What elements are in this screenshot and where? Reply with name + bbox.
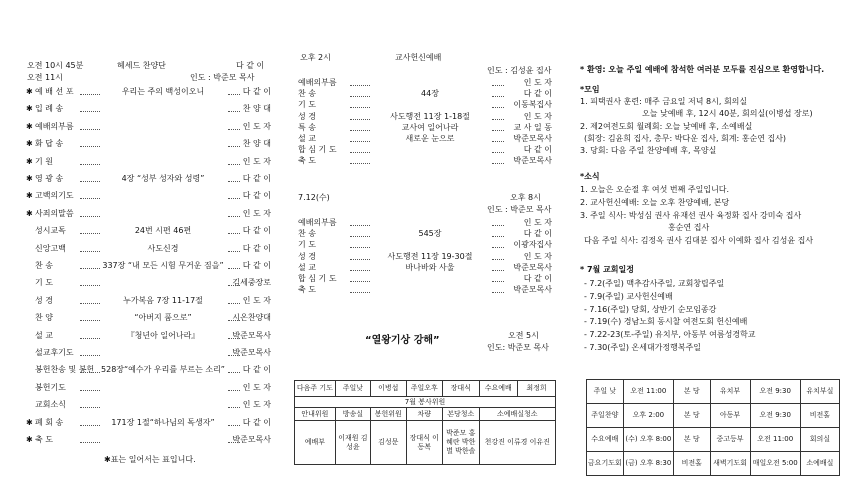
wed-time: 오후 8시 — [510, 193, 541, 202]
order-role: 인 도 자 — [523, 78, 552, 87]
schedule-item: - 7.30(주일) 온세대가정행복주일 — [584, 343, 702, 352]
welcome-text: * 환영: 오늘 주일 예배에 참석한 여러분 모두를 진심으로 환영합니다. — [580, 65, 825, 74]
dot-leader — [350, 85, 370, 86]
order-content: 44장 — [421, 89, 439, 99]
order-label: 화 답 송 — [35, 139, 64, 149]
dot-leader — [80, 425, 100, 426]
dot-leader — [80, 94, 100, 95]
order-label: 성 경 — [298, 251, 316, 261]
news-next-meal: 다음 주일 식사: 김정옥 권사 김대분 집사 이예화 집사 김성윤 집사 — [584, 236, 814, 245]
dot-leader — [492, 225, 504, 226]
order-label: 성 경 — [35, 295, 53, 305]
dot-leader — [228, 216, 240, 217]
dawn-title: “열왕기상 강해” — [365, 335, 440, 346]
schedule-item: - 7.2(주일) 맥추감사주일, 교회창립주일 — [584, 279, 725, 288]
order-label: 성시교독 — [35, 226, 66, 236]
dot-leader — [80, 216, 100, 217]
order-role: 다 같 이 — [523, 89, 552, 99]
dot-leader — [80, 129, 100, 130]
table-cell: 새벽기도회 — [710, 452, 750, 476]
order-label: 찬 송 — [298, 89, 316, 99]
order-content: 누가복음 7장 11-17절 — [123, 295, 203, 305]
dot-leader — [350, 236, 370, 237]
order-label: 예배의부름 — [298, 218, 337, 227]
pm-title: 교사헌신예배 — [395, 53, 442, 62]
dot-leader — [228, 442, 240, 443]
table-cell: 본 당 — [674, 428, 710, 452]
order-role: 박준모목사 — [513, 134, 552, 143]
dot-leader — [492, 270, 504, 271]
order-label: 찬 양 — [35, 313, 53, 323]
dot-leader — [350, 107, 370, 108]
order-label: 설 교 — [35, 330, 53, 340]
order-content: 545장 — [418, 229, 442, 239]
table-cell: 수요예배 — [587, 428, 624, 452]
meeting-1: 1. 피택권사 훈련: 매주 금요일 저녁 8시, 회의실 — [580, 97, 748, 106]
meeting-2: 2. 제2여전도회 월례회: 오늘 낮예배 후, 소예배실 — [580, 122, 753, 131]
order-label: 고백의기도 — [35, 191, 74, 201]
table-cell: 금요기도회 — [587, 452, 624, 476]
dot-leader — [492, 163, 504, 164]
star-mark: ✱ — [26, 174, 33, 183]
order-label: 기 도 — [298, 240, 316, 250]
dot-leader — [228, 425, 240, 426]
order-role: 인 도 자 — [242, 121, 271, 131]
table-row: 안내위원 방송실 봉헌위원 차량 본당청소 소예배실청소 — [295, 408, 556, 421]
order-label: 설 교 — [298, 134, 316, 143]
table-cell: (수) 오후 8:00 — [623, 428, 673, 452]
dot-leader — [492, 96, 504, 97]
dot-leader — [80, 181, 100, 182]
order-role: 김세중장로 — [232, 278, 271, 288]
order-label: 예배의부름 — [35, 121, 74, 131]
order-content: 새로운 눈으로 — [405, 134, 455, 143]
order-content: “아버지 품으로” — [134, 313, 192, 323]
order-role: 다 같 이 — [523, 145, 552, 155]
dot-leader — [80, 372, 100, 373]
order-label: 사죄의말씀 — [35, 208, 74, 218]
dot-leader — [228, 181, 240, 182]
star-mark: ✱ — [26, 191, 33, 201]
order-content: 24번 시편 46편 — [134, 226, 192, 236]
order-content: 『청년아 일어나라』 — [126, 330, 200, 340]
dot-leader — [80, 233, 100, 234]
table-cell: 아동부 — [710, 404, 750, 428]
dot-leader — [492, 236, 504, 237]
table-row — [587, 452, 840, 476]
table-row — [587, 380, 840, 404]
meeting-heading: *모임 — [580, 85, 600, 94]
table-cell: 회의실 — [800, 428, 839, 452]
dot-leader — [80, 198, 100, 199]
dot-leader — [350, 292, 370, 293]
dot-leader — [228, 233, 240, 234]
dot-leader — [350, 225, 370, 226]
order-content: 528장“예수가 우리를 부르는 소리” — [101, 365, 225, 375]
table-cell: 오후 2:00 — [623, 404, 673, 428]
dot-leader — [350, 281, 370, 282]
dot-leader — [350, 247, 370, 248]
dot-leader — [350, 270, 370, 271]
star-mark: ✱ — [26, 156, 33, 166]
table-cell: 오전 11:00 — [750, 428, 800, 452]
table-cell: 매일오전 5:00 — [750, 452, 800, 476]
praise-team: 헤세드 찬양단 — [117, 61, 166, 70]
dot-leader — [492, 152, 504, 153]
dot-leader — [228, 390, 240, 391]
order-role: 다 같 이 — [242, 87, 271, 96]
order-role: 다 같 이 — [242, 174, 271, 183]
table-cell: (금) 오후 8:30 — [623, 452, 673, 476]
schedule-item: - 7.9(주일) 교사헌신예배 — [584, 291, 673, 301]
star-mark: ✱ — [26, 121, 33, 131]
dawn-leader: 인도: 박준모 목사 — [487, 343, 549, 352]
dot-leader — [350, 130, 370, 131]
order-label: 설 교 — [298, 262, 316, 272]
dot-leader — [228, 285, 240, 286]
schedule-item: - 7.19(수) 경남노회 동시찰 여전도회 헌신예배 — [584, 317, 748, 327]
dot-leader — [228, 338, 240, 339]
dot-leader — [228, 320, 240, 321]
dot-leader — [492, 247, 504, 248]
dot-leader — [228, 198, 240, 199]
star-mark: ✱ — [26, 139, 33, 149]
order-content: 사도행전 11장 1-18절 — [390, 111, 470, 121]
schedule-item: - 7.22-23(토-주일) 유치부, 아동부 여름성경학교 — [584, 330, 756, 340]
table-row: 다음주 기도 주일낮 이병섭 주일오후 장대식 수요예배 최정희 — [295, 381, 556, 397]
order-role: 다 같 이 — [242, 417, 271, 427]
dot-leader — [80, 111, 100, 112]
schedule-item: - 7.16(주일) 당회, 상반기 순모임종강 — [584, 304, 717, 314]
volunteer-table — [294, 380, 556, 465]
order-label: 신앙고백 — [35, 243, 66, 253]
order-content: 4장 “성부 성자와 성령” — [121, 174, 205, 183]
wed-leader: 인도 : 박준모 목사 — [487, 205, 552, 214]
order-role: 찬 양 대 — [242, 104, 271, 114]
order-role: 인 도 자 — [242, 208, 271, 218]
order-label: 축 도 — [298, 156, 316, 166]
table-row: 7월 봉사위원 — [295, 397, 556, 408]
order-role: 이광자집사 — [513, 240, 552, 250]
order-role: 시온찬양대 — [232, 313, 271, 323]
dawn-time: 오전 5시 — [508, 331, 539, 340]
order-label: 예배의부름 — [298, 78, 337, 87]
order-label: 기 원 — [35, 156, 53, 166]
order-role: 박준모목사 — [232, 348, 271, 357]
news-1: 1. 오늘은 오순절 후 여섯 번째 주일입니다. — [580, 185, 730, 194]
order-role: 인 도 자 — [523, 251, 552, 261]
order-role: 이동복집사 — [513, 100, 552, 110]
dot-leader — [80, 164, 100, 165]
dot-leader — [228, 372, 240, 373]
news-3: 3. 주일 식사: 박성심 권사 유재선 권사 육정화 집사 강미숙 집사 — [580, 211, 802, 220]
order-content: 171장 1절“하나님의 독생자” — [111, 417, 215, 427]
order-content: 사도신경 — [147, 243, 179, 253]
order-label: 기 도 — [298, 100, 316, 110]
table-cell: 오전 11:00 — [623, 380, 673, 404]
order-role: 인 도 자 — [242, 295, 271, 305]
order-role: 다 같 이 — [242, 261, 271, 270]
table-cell: 비전홀 — [800, 404, 839, 428]
order-label: 예 배 선 포 — [35, 87, 74, 96]
dot-leader — [350, 152, 370, 153]
dot-leader — [492, 259, 504, 260]
order-role: 찬 양 대 — [242, 139, 271, 149]
order-role: 인 도 자 — [523, 111, 552, 121]
standing-footnote: ✱표는 일어서는 표입니다. — [104, 455, 196, 464]
dot-leader — [492, 130, 504, 131]
table-cell: 유치부실 — [800, 380, 839, 404]
order-role: 박준모목사 — [513, 285, 552, 295]
schedule-heading: * 7월 교회일정 — [580, 265, 634, 274]
service-times-table — [586, 379, 840, 476]
dot-leader — [228, 407, 240, 408]
dot-leader — [80, 285, 100, 286]
dot-leader — [350, 259, 370, 260]
order-content: 우리는 주의 백성이오니 — [121, 87, 205, 96]
dot-leader — [80, 303, 100, 304]
table-cell: 오전 9:30 — [750, 380, 800, 404]
star-mark: ✱ — [26, 435, 33, 444]
table-cell: 소예배실 — [800, 452, 839, 476]
order-label: 교회소식 — [35, 400, 66, 410]
praise-time: 오전 10시 45분 — [27, 61, 84, 70]
order-content: 교사여 일어나라 — [401, 122, 459, 132]
dot-leader — [228, 355, 240, 356]
dot-leader — [80, 251, 100, 252]
order-label: 찬 송 — [35, 261, 53, 270]
order-label: 축 도 — [35, 435, 53, 444]
table-cell: 주일찬양 — [587, 404, 624, 428]
table-cell: 본 당 — [674, 404, 710, 428]
dot-leader — [350, 96, 370, 97]
news-2: 2. 교사헌신예배: 오늘 오후 찬양예배, 본당 — [580, 198, 730, 207]
dot-leader — [228, 146, 240, 147]
order-role: 다 같 이 — [523, 274, 552, 283]
worship-leader: 인도 : 박준모 목사 — [190, 73, 255, 82]
order-content: 337장 “내 모든 시험 무거운 짐을” — [102, 261, 224, 270]
order-content: 바나바와 사울 — [405, 262, 455, 272]
table-row — [587, 428, 840, 452]
dot-leader — [350, 141, 370, 142]
dot-leader — [80, 390, 100, 391]
order-role: 인 도 자 — [242, 400, 271, 410]
order-label: 영 광 송 — [35, 174, 64, 183]
dot-leader — [492, 292, 504, 293]
order-role: 박준모목사 — [232, 435, 271, 444]
table-cell: 본 당 — [674, 380, 710, 404]
pm-leader: 인도 : 김성윤 집사 — [487, 66, 552, 75]
order-role: 교 사 일 동 — [513, 122, 552, 132]
order-content: 사도행전 11장 19-30절 — [387, 251, 473, 261]
table-cell: 중고등부 — [710, 428, 750, 452]
dot-leader — [492, 107, 504, 108]
dot-leader — [80, 268, 100, 269]
order-label: 합 심 기 도 — [298, 274, 337, 283]
dot-leader — [80, 338, 100, 339]
dot-leader — [228, 251, 240, 252]
dot-leader — [80, 442, 100, 443]
order-label: 찬 송 — [298, 229, 316, 239]
order-role: 인 도 자 — [242, 156, 271, 166]
pm-time: 오후 2시 — [300, 53, 331, 62]
dot-leader — [492, 85, 504, 86]
order-role: 박준모목사 — [513, 262, 552, 272]
star-mark: ✱ — [26, 208, 33, 218]
dot-leader — [228, 94, 240, 95]
dot-leader — [228, 129, 240, 130]
table-row: 예배부 이재원 김성윤 김성문 장대식 이동복 박준모 홍혜란 박한별 박한솔 천강진 이류경 이유진 — [295, 421, 556, 465]
order-label: 특 송 — [298, 122, 316, 132]
dot-leader — [228, 164, 240, 165]
dot-leader — [228, 303, 240, 304]
dot-leader — [228, 268, 240, 269]
order-role: 박준모목사 — [232, 330, 271, 340]
table-cell: 비전홀 — [674, 452, 710, 476]
order-label: 봉헌찬송 및 봉헌 — [35, 365, 95, 375]
order-role: 인 도 자 — [242, 382, 271, 392]
table-cell: 주일 낮 — [587, 380, 624, 404]
table-row — [587, 404, 840, 428]
order-role: 다 같 이 — [242, 226, 271, 236]
meeting-1-detail: 오늘 낮예배 후, 12시 40분, 회의실(이병섭 장로) — [642, 109, 813, 118]
order-role: 다 같 이 — [242, 243, 271, 253]
dot-leader — [492, 119, 504, 120]
order-role: 다 같 이 — [523, 229, 552, 239]
dot-leader — [80, 146, 100, 147]
wed-date: 7.12(수) — [298, 193, 330, 202]
order-label: 입 례 송 — [35, 104, 64, 114]
table-cell: 유치부 — [710, 380, 750, 404]
order-role: 다 같 이 — [242, 365, 271, 375]
dot-leader — [492, 141, 504, 142]
dot-leader — [80, 407, 100, 408]
order-label: 축 도 — [298, 285, 316, 295]
dot-leader — [228, 111, 240, 112]
dot-leader — [80, 355, 100, 356]
order-role: 다 같 이 — [242, 191, 271, 201]
order-label: 폐 회 송 — [35, 417, 64, 427]
meeting-3: 3. 당회: 다음 주일 찬양예배 후, 목양실 — [580, 146, 717, 155]
news-3-cont: 홍순연 집사 — [668, 223, 710, 232]
star-mark: ✱ — [26, 104, 33, 114]
dot-leader — [492, 281, 504, 282]
meeting-2-detail: (회장: 김윤희 집사, 총무: 박다운 집사, 회계: 홍순연 집사) — [584, 134, 787, 143]
dot-leader — [350, 119, 370, 120]
order-label: 성 경 — [298, 111, 316, 121]
star-mark: ✱ — [26, 417, 33, 427]
news-heading: *소식 — [580, 172, 600, 181]
order-role: 인 도 자 — [523, 218, 552, 227]
star-mark: ✱ — [26, 87, 33, 96]
order-label: 기 도 — [35, 278, 53, 288]
order-label: 합 심 기 도 — [298, 145, 337, 155]
dot-leader — [80, 320, 100, 321]
dot-leader — [350, 163, 370, 164]
order-label: 설교후기도 — [35, 348, 74, 357]
order-label: 봉헌기도 — [35, 382, 66, 392]
worship-time: 오전 11시 — [27, 73, 63, 82]
order-role: 박준모목사 — [513, 156, 552, 166]
table-cell: 오전 9:30 — [750, 404, 800, 428]
praise-role: 다 같 이 — [236, 61, 265, 70]
